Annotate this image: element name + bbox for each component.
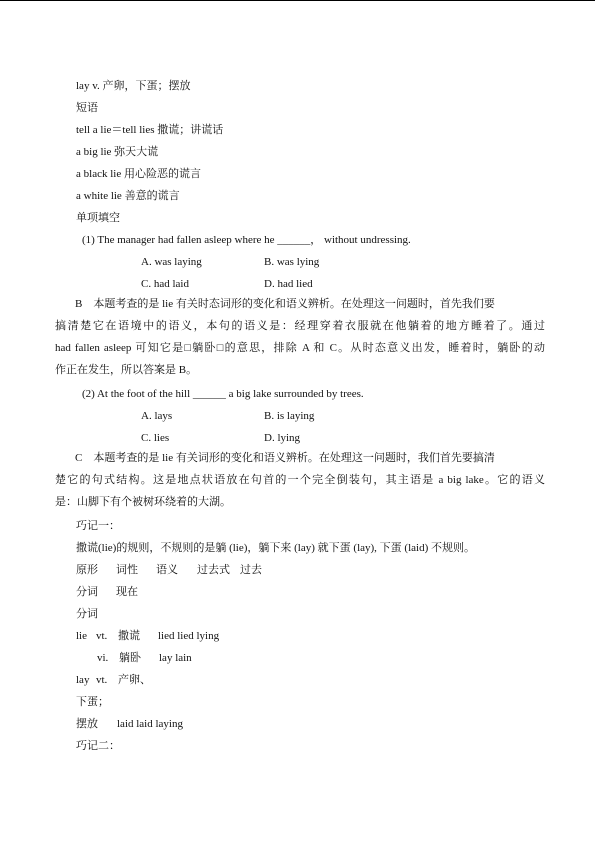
- explanation-line: C 本题考查的是 lie 有关词形的变化和语义辨析。在处理这一问题时，我们首先要搞清: [75, 452, 495, 464]
- single-choice-heading: 单项填空: [76, 212, 120, 224]
- cell: vt.: [96, 674, 108, 686]
- explanation-line: 搞清楚它在语境中的语义，本句的语义是：经理穿着衣服就在他躺着的地方睡着了。通过: [55, 320, 545, 332]
- header-cell: 词性: [116, 564, 138, 576]
- cell: lay: [76, 674, 90, 686]
- cell: 躺卧: [119, 652, 141, 664]
- phrase-item: a white lie 善意的谎言: [76, 190, 180, 202]
- header-cell: 原形: [76, 564, 98, 576]
- question-2-explanation: [55, 447, 545, 513]
- question-1-option-a: A. was laying: [141, 256, 202, 268]
- cell: vt.: [96, 630, 108, 642]
- explanation-line: B 本题考查的是 lie 有关时态词形的变化和语义辨析。在处理这一问题时，首先我们要: [75, 298, 495, 310]
- explanation-line: 楚它的句式结构。这是地点状语放在句首的一个完全倒装句，其主语是 a big lake。它的语义: [55, 474, 545, 486]
- cell: 产卵、: [118, 674, 151, 686]
- question-1-option-c: C. had laid: [141, 278, 189, 290]
- cell: 摆放: [76, 718, 98, 730]
- table-row-cont: 下蛋；: [76, 696, 109, 708]
- tip-1-heading: 巧记一：: [76, 520, 120, 532]
- phrase-heading: 短语: [76, 102, 98, 114]
- table-header-row: [76, 563, 262, 577]
- top-rule: [0, 0, 595, 1]
- cell: 撒谎: [118, 630, 140, 642]
- tip-2-heading: 巧记二：: [76, 740, 120, 752]
- question-2-option-c: C. lies: [141, 432, 170, 444]
- question-2-option-d: D. lying: [264, 432, 301, 444]
- explanation-line: had fallen asleep 可知它是□躺卧□的意思，排除 A 和 C。从时态意义出发，睡着时，躺卧的动: [55, 342, 545, 354]
- question-2-option-b: B. is laying: [264, 410, 315, 422]
- phrase-item: tell a lie＝tell lies 撒谎；讲谎话: [76, 124, 224, 136]
- cell: lied lied lying: [158, 630, 220, 642]
- table-row-cont: [76, 717, 183, 731]
- question-1-explanation: [55, 293, 545, 381]
- explanation-line: 作正在发生，所以答案是 B。: [55, 364, 198, 376]
- header-cell: 现在: [116, 586, 138, 598]
- phrase-item: a black lie 用心险恶的谎言: [76, 168, 201, 180]
- question-1-stem: (1) The manager had fallen asleep where he ______， without undressing.: [82, 234, 411, 246]
- cell: vi.: [97, 652, 109, 664]
- question-1-option-b: B. was lying: [264, 256, 320, 268]
- tip-1-rule: 撒谎(lie)的规则，不规则的是躺 (lie)，躺下来 (lay) 就下蛋 (lay), 下蛋 (laid) 不规则。: [76, 542, 475, 554]
- explanation-line: 是：山脚下有个被树环绕着的大湖。: [55, 496, 231, 508]
- phrase-item: a big lie 弥天大谎: [76, 146, 159, 158]
- cell: lay lain: [159, 652, 192, 664]
- header-cell: 过去: [240, 564, 262, 576]
- question-2-option-a: A. lays: [141, 410, 173, 422]
- table-row-lie-vt: [76, 629, 219, 643]
- cell: lie: [76, 630, 87, 642]
- header-cell: 分词: [76, 586, 98, 598]
- table-header-row-cont: 分词: [76, 608, 98, 620]
- table-row-lie-vi: [97, 651, 192, 665]
- table-row-lay-vt: [76, 673, 151, 687]
- lay-definition: lay v. 产卵，下蛋；摆放: [76, 80, 191, 92]
- header-cell: 过去式: [197, 564, 230, 576]
- header-cell: 语义: [156, 564, 178, 576]
- question-2-stem: (2) At the foot of the hill ______ a big lake surrounded by trees.: [82, 388, 364, 400]
- table-header-row-cont: [76, 585, 138, 599]
- question-1-option-d: D. had lied: [264, 278, 313, 290]
- cell: laid laid laying: [117, 718, 183, 730]
